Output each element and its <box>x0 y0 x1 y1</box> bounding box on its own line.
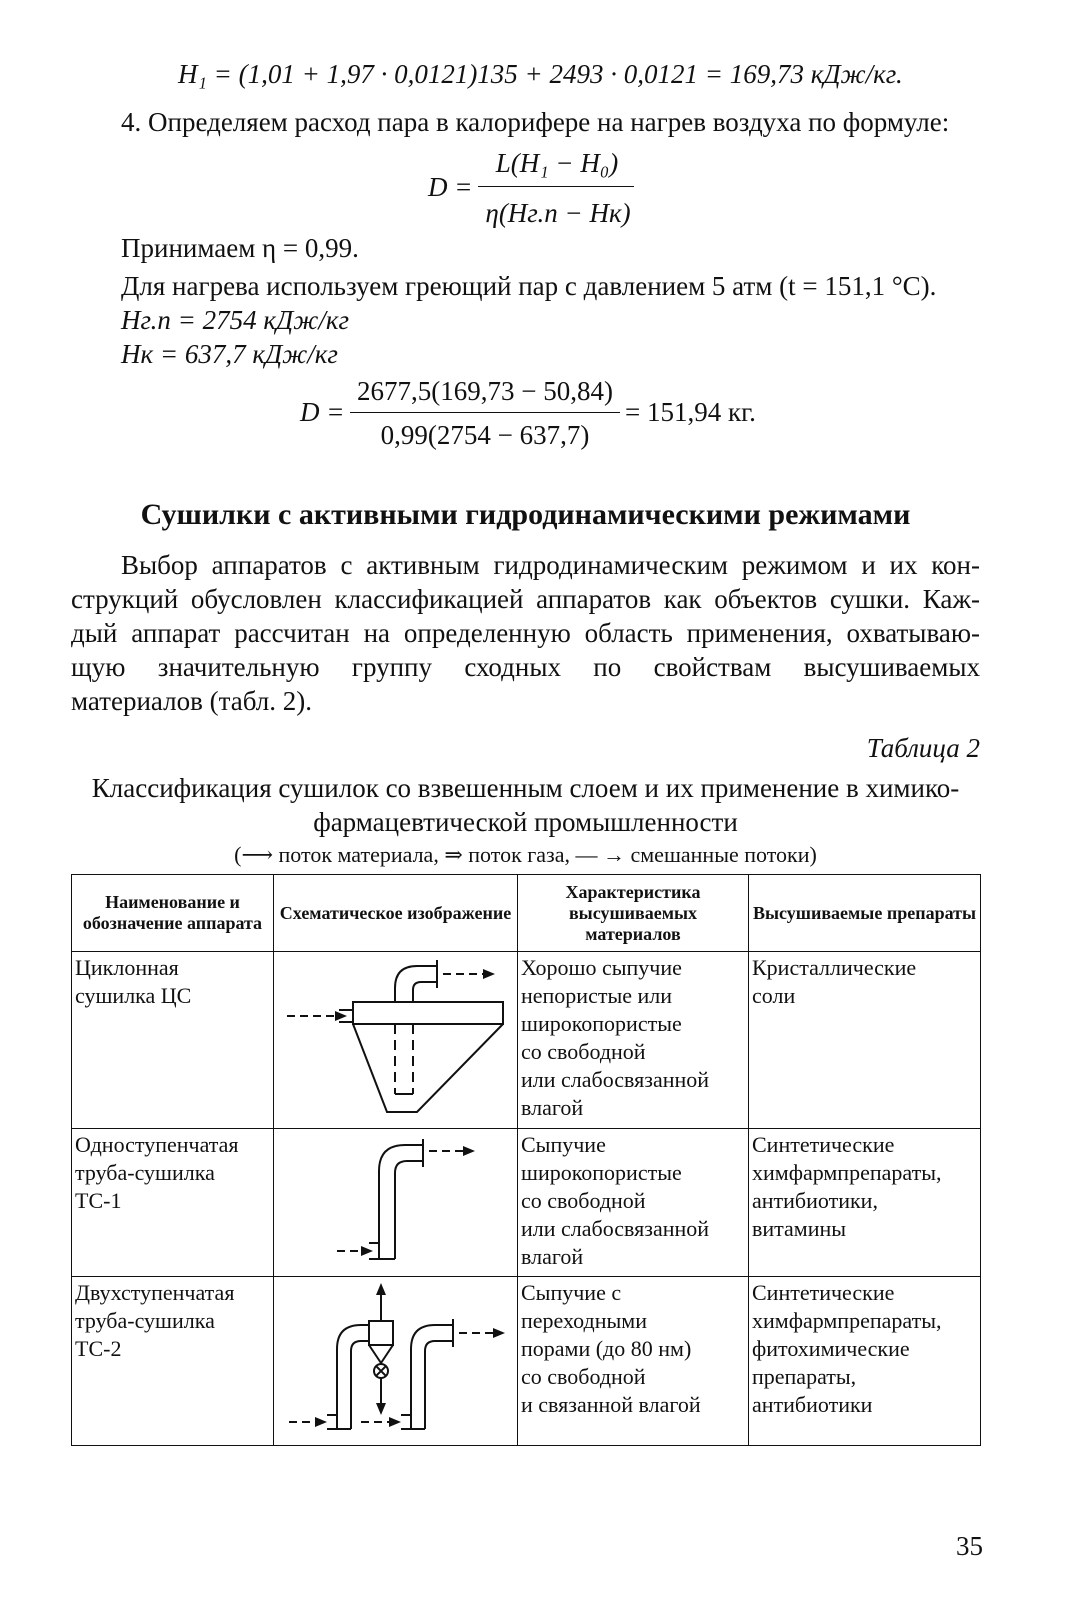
section-heading: Сушилки с активными гидродинамическими режимами <box>140 498 911 531</box>
formula-h1: H₁ = (1,01 + 1,97 · 0,0121)135 + 2493 · 0,0121 = 169,73 кДж/кг. <box>178 59 903 89</box>
table-row <box>72 952 981 1129</box>
table-caption-line1: Классификация сушилок со взвешенным слоем и их применение в химико- <box>91 773 960 803</box>
h-k-value: Hк = 637,7 кДж/кг <box>121 339 338 369</box>
formula-d-numerator: L(H₁ − H₀) <box>495 148 619 178</box>
formula-d-calc-result: = 151,94 кг. <box>625 397 756 427</box>
two-stage-tube-dryer-diagram <box>274 1277 518 1446</box>
table-legend: (⟶ поток материала, ⇒ поток газа, — → смешанные потоки) <box>234 842 817 867</box>
paragraph-line: дый аппарат рассчитан на определенную область применения, охватываю- <box>71 618 980 648</box>
material-characteristics: Сыпучие широкопористые со свободной или слабосвязанной влагой <box>518 1129 749 1277</box>
paragraph-line: струкций обусловлен классификацией аппаратов как объектов сушки. Каж- <box>71 584 980 614</box>
formula-d-calc-denominator: 0,99(2754 − 637,7) <box>380 420 590 450</box>
steam-text: Для нагрева используем греющий пар с давлением 5 атм (t = 151,1 °С). <box>121 271 937 301</box>
single-stage-tube-dryer-diagram <box>274 1129 518 1277</box>
paragraph-line: щую значительную группу сходных по свойствам высушиваемых <box>71 652 980 682</box>
accept-eta-text: Принимаем η = 0,99. <box>121 233 359 263</box>
formula-d-calc-numerator: 2677,5(169,73 − 50,84) <box>357 376 613 406</box>
material-characteristics: Сыпучие с переходными порами (до 80 нм) со свободной и связанной влагой <box>518 1277 749 1446</box>
dried-preparations: Синтетические химфармпрепараты, фитохимические препараты, антибиотики <box>749 1277 981 1446</box>
dried-preparations: Синтетические химфармпрепараты, антибиотики, витамины <box>749 1129 981 1277</box>
formula-d-calc-fraction-bar <box>350 412 620 413</box>
header-characteristics: Характеристика высушиваемых материалов <box>518 875 749 952</box>
material-characteristics: Хорошо сыпучие непористые или широкопористые со свободной или слабосвязанной влагой <box>518 952 749 1129</box>
formula-d-fraction-bar <box>478 186 634 187</box>
formula-d-denominator: η(Hг.п − Hк) <box>485 198 631 228</box>
classification-table <box>71 874 981 1446</box>
step-4-text: 4. Определяем расход пара в калорифере на нагрев воздуха по формуле: <box>121 107 950 137</box>
table-header-row <box>72 875 981 952</box>
apparatus-name: Циклонная сушилка ЦС <box>72 952 274 1129</box>
table-label: Таблица 2 <box>866 733 980 763</box>
paragraph <box>71 548 980 718</box>
paragraph-line: материалов (табл. 2). <box>71 686 312 716</box>
table-row <box>72 1277 981 1446</box>
formula-d-lhs: D = <box>428 172 473 202</box>
header-schema: Схематическое изображение <box>274 875 518 952</box>
dried-preparations: Кристаллические соли <box>749 952 981 1129</box>
header-name: Наименование и обозначение аппарата <box>72 875 274 952</box>
table-row <box>72 1129 981 1277</box>
header-preparations: Высушиваемые препараты <box>749 875 981 952</box>
page-number: 35 <box>956 1531 983 1561</box>
h-gp-value: Hг.п = 2754 кДж/кг <box>121 305 349 335</box>
formula-d-calc-lhs: D = <box>300 397 345 427</box>
apparatus-name: Двухступенчатая труба-сушилка ТС-2 <box>72 1277 274 1446</box>
cyclone-dryer-diagram <box>274 952 518 1129</box>
paragraph-line: Выбор аппаратов с активным гидродинамическим режимом и их кон- <box>121 550 980 580</box>
apparatus-name: Одноступенчатая труба-сушилка ТС-1 <box>72 1129 274 1277</box>
table-caption-line2: фармацевтической промышленности <box>313 807 738 837</box>
